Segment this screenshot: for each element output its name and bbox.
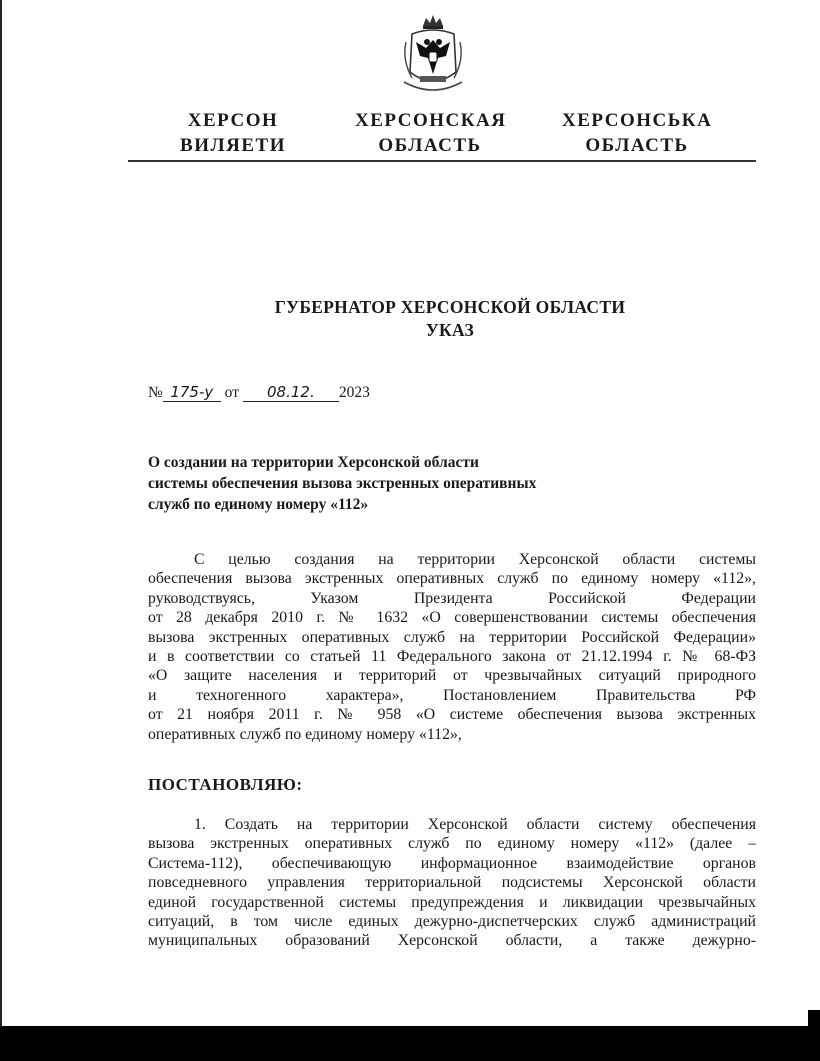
subject-line: О создании на территории Херсонской области: [148, 454, 479, 471]
subject-line: системы обеспечения вызова экстренных оперативных: [148, 475, 537, 492]
decree-number: 175-у: [163, 383, 221, 402]
header-rule: [128, 160, 756, 162]
item1-line: единой государственной системы предупреждения и ликвидации чрезвычайных: [148, 893, 756, 911]
number-prefix: №: [148, 384, 163, 401]
header-center: [355, 108, 505, 158]
item1-line: муниципальных образований Херсонской области, а также дежурно-: [148, 932, 756, 950]
header-left: [178, 108, 288, 158]
decree-year: 2023: [338, 384, 370, 401]
coat-of-arms-icon: [398, 12, 468, 94]
header-right-line2: ОБЛАСТЬ: [585, 135, 689, 156]
preamble-paragraph: [148, 550, 756, 744]
decree-number-line: [148, 383, 370, 402]
header-right-line1: ХЕРСОНСЬКА: [562, 110, 713, 131]
header-right: [562, 108, 712, 158]
header-center-line2: ОБЛАСТЬ: [378, 135, 482, 156]
item1-line: ситуаций, в том числе единых дежурно-диспетчерских служб администраций: [148, 913, 756, 931]
decree-subject: [148, 452, 618, 515]
decree-item-1: [148, 815, 756, 951]
document-type: УКАЗ: [425, 320, 475, 340]
preamble-line: и в соответствии со статьей 11 Федерального закона от 21.12.1994 г. № 68-ФЗ: [148, 648, 756, 666]
scan-left-edge: [0, 0, 2, 1061]
preamble-line: «О защите населения и территорий от чрезвычайных ситуаций природного: [148, 667, 756, 685]
date-prefix: от: [224, 384, 239, 401]
preamble-line: обеспечения вызова экстренных оперативных служб по единому номеру «112»,: [148, 570, 756, 588]
preamble-line: оперативных служб по единому номеру «112»,: [148, 725, 462, 743]
preamble-line: вызова экстренных оперативных служб на территории Российской Федерации»: [148, 628, 756, 646]
scan-bottom-border: [0, 1026, 820, 1061]
subject-line: служб по единому номеру «112»: [148, 496, 369, 513]
preamble-line: от 28 декабря 2010 г. № 1632 «О совершенствовании системы обеспечения: [148, 609, 756, 627]
item1-line: Система-112), обеспечивающую информационное взаимодействие органов: [148, 854, 756, 872]
decree-operative-word: ПОСТАНОВЛЯЮ:: [148, 775, 303, 794]
item1-line: 1. Создать на территории Херсонской области систему обеспечения: [194, 816, 756, 833]
preamble-line: руководствуясь, Указом Президента Российской Федерации: [148, 589, 756, 607]
header-left-line1: ХЕРСОН: [187, 110, 279, 131]
header-left-line2: ВИЛЯЕТИ: [180, 135, 286, 156]
document-title: ГУБЕРНАТОР ХЕРСОНСКОЙ ОБЛАСТИ: [274, 297, 626, 317]
header-center-line1: ХЕРСОНСКАЯ: [355, 110, 507, 131]
preamble-line: от 21 ноября 2011 г. № 958 «О системе обеспечения вызова экстренных: [148, 706, 756, 724]
item1-line: вызова экстренных оперативных служб по единому номеру «112» (далее –: [148, 835, 756, 853]
preamble-line: С целью создания на территории Херсонской области системы: [194, 551, 756, 568]
preamble-line: и техногенного характера», Постановлением Правительства РФ: [148, 686, 756, 704]
decree-date: 08.12.: [243, 383, 339, 402]
item1-line: повседневного управления территориальной подсистемы Херсонской области: [148, 874, 756, 892]
